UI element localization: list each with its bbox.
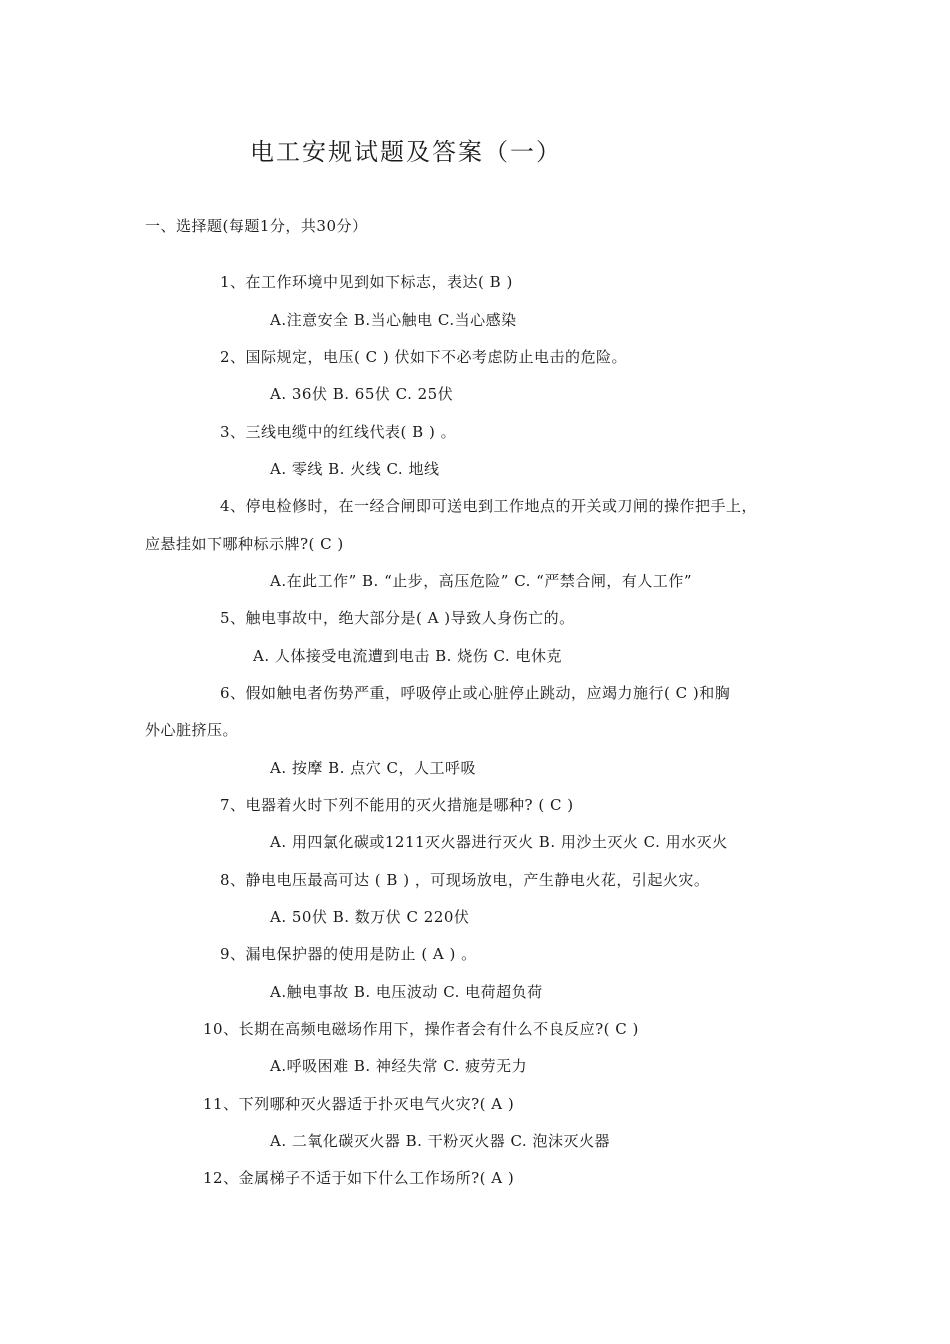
- question-1: 1、在工作环境中见到如下标志，表达( B ): [220, 273, 513, 291]
- page-title: 电工安规试题及答案（一）: [250, 138, 562, 166]
- question-9: 9、漏电保护器的使用是防止 ( A ) 。: [220, 945, 477, 963]
- question-5-options: A. 人体接受电流遭到电击 B. 烧伤 C. 电休克: [253, 647, 562, 665]
- question-3: 3、三线电缆中的红线代表( B ) 。: [220, 423, 457, 441]
- question-7-options: A. 用四氯化碳或1211灭火器进行灭火 B. 用沙土灭火 C. 用水灭火: [270, 833, 728, 851]
- question-10: 10、长期在高频电磁场作用下，操作者会有什么不良反应?( C ): [203, 1020, 639, 1038]
- question-8-options: A. 50伏 B. 数万伏 C 220伏: [270, 908, 470, 926]
- question-4: 4、停电检修时，在一经合闸即可送电到工作地点的开关或刀闸的操作把手上，: [220, 497, 758, 515]
- question-6-options: A. 按摩 B. 点穴 C，人工呼吸: [270, 759, 476, 777]
- question-1-options: A.注意安全 B.当心触电 C.当心感染: [270, 311, 517, 329]
- question-10-options: A.呼吸困难 B. 神经失常 C. 疲劳无力: [270, 1057, 528, 1075]
- question-5: 5、触电事故中，绝大部分是( A )导致人身伤亡的。: [220, 609, 575, 627]
- section-heading: 一、选择题(每题1分，共30分）: [145, 217, 368, 235]
- question-4-continuation: 应悬挂如下哪种标示牌?( C ): [145, 535, 344, 553]
- question-9-options: A.触电事故 B. 电压波动 C. 电荷超负荷: [270, 983, 543, 1001]
- question-12: 12、金属梯子不适于如下什么工作场所?( A ): [203, 1169, 515, 1187]
- question-11: 11、下列哪种灭火器适于扑灭电气火灾?( A ): [203, 1095, 515, 1113]
- question-4-options: A.在此工作” B. “止步，高压危险” C. “严禁合闸，有人工作”: [270, 572, 693, 590]
- question-3-options: A. 零线 B. 火线 C. 地线: [270, 460, 440, 478]
- question-6: 6、假如触电者伤势严重，呼吸停止或心脏停止跳动，应竭力施行( C )和胸: [220, 684, 731, 702]
- question-8: 8、静电电压最高可达 ( B ) ，可现场放电，产生静电火花，引起火灾。: [220, 871, 710, 889]
- question-2-options: A. 36伏 B. 65伏 C. 25伏: [270, 385, 454, 403]
- question-6-continuation: 外心脏挤压。: [145, 721, 239, 739]
- question-7: 7、电器着火时下列不能用的灭火措施是哪种? ( C ): [220, 796, 574, 814]
- question-11-options: A. 二氧化碳灭火器 B. 干粉灭火器 C. 泡沫灭火器: [270, 1132, 610, 1150]
- question-2: 2、国际规定，电压( C ) 伏如下不必考虑防止电击的危险。: [220, 348, 628, 366]
